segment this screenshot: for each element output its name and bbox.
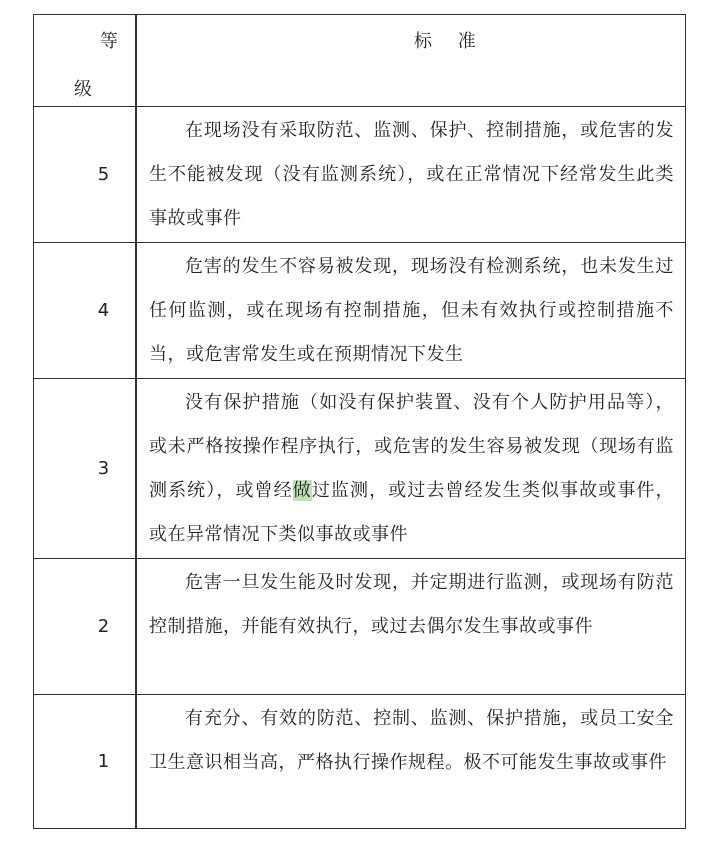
level-value: 1 [97, 751, 110, 772]
standard-header: 标 准 [414, 31, 486, 52]
standard-text: 有充分、有效的防范、控制、监测、保护措施，或员工安全卫生意识相当高，严格执行操作规程。极不可能发生事故或事件 [149, 708, 674, 773]
standard-text [149, 381, 674, 557]
standard-text-part: 没有保护措施（如没有保护装置、没有个人防护用品等），或未严格按操作程序执行，或危害的发生容易被发现（现场有监测系统），或曾经 [149, 392, 674, 501]
level-value: 3 [97, 458, 110, 479]
table-row-level-2 [34, 559, 685, 695]
risk-level-table [33, 14, 686, 829]
standard-text: 危害一旦发生能及时发现，并定期进行监测，或现场有防范控制措施，并能有效执行，或过去偶尔发生事故或事件 [149, 572, 674, 637]
table-row-level-5 [34, 107, 685, 243]
standard-text: 危害的发生不容易被发现，现场没有检测系统，也未发生过任何监测，或在现场有控制措施，但未有效执行或控制措施不当，或危害常发生或在预期情况下发生 [149, 256, 674, 365]
table-row-level-4 [34, 243, 685, 379]
table-row-level-1 [34, 695, 685, 828]
level-value: 2 [97, 616, 110, 637]
level-header-line1: 等 [100, 31, 118, 52]
table-row-level-3 [34, 379, 685, 559]
highlighted-word: 做 [292, 480, 312, 501]
level-value: 5 [97, 164, 110, 185]
standard-text-part: 过监测，或过去曾经发生类似事故或事件，或在异常情况下类似事故或事件 [149, 480, 675, 545]
level-header-line2: 级 [74, 79, 92, 100]
level-value: 4 [97, 300, 110, 321]
standard-text: 在现场没有采取防范、监测、保护、控制措施，或危害的发生不能被发现（没有监测系统），或在正常情况下经常发生此类事故或事件 [149, 120, 674, 229]
header-row [34, 15, 685, 107]
